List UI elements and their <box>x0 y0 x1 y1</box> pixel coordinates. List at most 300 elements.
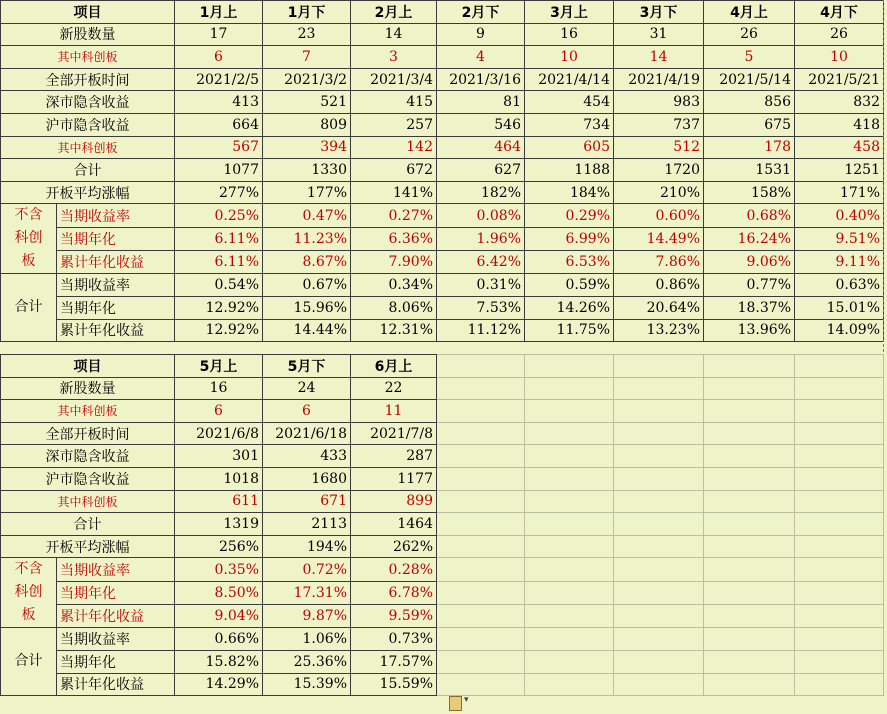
value-cell[interactable]: 10 <box>525 46 614 69</box>
value-cell[interactable]: 256% <box>175 535 263 558</box>
empty-cell[interactable] <box>795 422 884 445</box>
empty-cell[interactable] <box>437 513 525 536</box>
row-label[interactable]: 其中科创板 <box>1 400 175 423</box>
empty-cell[interactable] <box>704 377 795 400</box>
header-cell[interactable]: 4月下 <box>795 1 884 24</box>
row-label[interactable]: 累计年化收益 <box>57 251 175 274</box>
value-cell[interactable]: 7 <box>263 46 351 69</box>
value-cell[interactable]: 0.60% <box>614 204 704 227</box>
table-row <box>1 159 884 182</box>
empty-cell[interactable] <box>795 535 884 558</box>
table-row <box>1 628 884 651</box>
value-cell[interactable]: 433 <box>263 445 351 468</box>
empty-cell[interactable] <box>704 355 795 378</box>
table-row <box>1 46 884 69</box>
value-cell[interactable]: 178 <box>704 136 795 159</box>
empty-cell[interactable] <box>704 581 795 604</box>
empty-cell[interactable] <box>704 628 795 651</box>
empty-cell[interactable] <box>437 581 525 604</box>
table-row <box>1 445 884 468</box>
value-cell[interactable]: 13.23% <box>614 319 704 342</box>
value-cell[interactable]: 454 <box>525 91 614 114</box>
value-cell[interactable]: 0.63% <box>795 274 884 297</box>
empty-cell[interactable] <box>795 513 884 536</box>
empty-cell[interactable] <box>614 467 704 490</box>
table-row <box>1 467 884 490</box>
value-cell[interactable]: 1319 <box>175 513 263 536</box>
empty-cell[interactable] <box>525 558 614 581</box>
value-cell[interactable]: 2021/7/8 <box>351 422 437 445</box>
value-cell[interactable]: 6.42% <box>437 251 525 274</box>
value-cell[interactable]: 31 <box>614 23 704 46</box>
row-label[interactable]: 沪市隐含收益 <box>1 467 175 490</box>
row-label[interactable]: 合计 <box>1 513 175 536</box>
value-cell[interactable]: 7.90% <box>351 251 437 274</box>
empty-cell[interactable] <box>614 535 704 558</box>
value-cell[interactable]: 14 <box>614 46 704 69</box>
group-label-total[interactable]: 合计 <box>1 274 57 342</box>
row-label[interactable]: 累计年化收益 <box>57 319 175 342</box>
group-label-total[interactable]: 合计 <box>1 628 57 696</box>
value-cell[interactable]: 17.57% <box>351 650 437 673</box>
empty-cell[interactable] <box>525 605 614 628</box>
value-cell[interactable]: 3 <box>351 46 437 69</box>
value-cell[interactable]: 2021/5/21 <box>795 68 884 91</box>
empty-cell[interactable] <box>437 490 525 513</box>
value-cell[interactable]: 546 <box>437 113 525 136</box>
value-cell[interactable]: 14.49% <box>614 227 704 250</box>
value-cell[interactable]: 2021/2/5 <box>175 68 263 91</box>
value-cell[interactable]: 0.25% <box>175 204 263 227</box>
table-row <box>1 319 884 342</box>
value-cell[interactable]: 7.86% <box>614 251 704 274</box>
group-label-line: 不含 <box>14 561 43 578</box>
value-cell[interactable]: 9.06% <box>704 251 795 274</box>
value-cell[interactable]: 210% <box>614 181 704 204</box>
table-row <box>1 23 884 46</box>
value-cell[interactable]: 6.36% <box>351 227 437 250</box>
table-row <box>1 113 884 136</box>
value-cell[interactable]: 737 <box>614 113 704 136</box>
table-row <box>1 274 884 297</box>
value-cell[interactable]: 1720 <box>614 159 704 182</box>
header-cell[interactable]: 1月上 <box>175 1 263 24</box>
empty-cell[interactable] <box>704 558 795 581</box>
value-cell[interactable]: 182% <box>437 181 525 204</box>
empty-cell[interactable] <box>437 605 525 628</box>
header-cell[interactable]: 2月上 <box>351 1 437 24</box>
value-cell[interactable]: 23 <box>263 23 351 46</box>
row-label[interactable]: 全部开板时间 <box>1 422 175 445</box>
value-cell[interactable]: 1077 <box>175 159 263 182</box>
value-cell[interactable]: 394 <box>263 136 351 159</box>
empty-cell[interactable] <box>704 605 795 628</box>
value-cell[interactable]: 734 <box>525 113 614 136</box>
empty-cell[interactable] <box>614 650 704 673</box>
empty-cell[interactable] <box>437 558 525 581</box>
value-cell[interactable]: 1188 <box>525 159 614 182</box>
row-label[interactable]: 当期年化 <box>57 650 175 673</box>
value-cell[interactable]: 983 <box>614 91 704 114</box>
empty-cell[interactable] <box>614 605 704 628</box>
empty-cell[interactable] <box>437 400 525 423</box>
value-cell[interactable]: 1464 <box>351 513 437 536</box>
empty-cell[interactable] <box>525 467 614 490</box>
empty-cell[interactable] <box>614 673 704 696</box>
value-cell[interactable]: 413 <box>175 91 263 114</box>
empty-cell[interactable] <box>525 422 614 445</box>
header-cell[interactable]: 5月下 <box>263 355 351 378</box>
header-cell[interactable]: 项目 <box>1 1 175 24</box>
table-row <box>1 558 884 581</box>
value-cell[interactable]: 26 <box>704 23 795 46</box>
value-cell[interactable]: 6 <box>175 400 263 423</box>
value-cell[interactable]: 0.77% <box>704 274 795 297</box>
value-cell[interactable]: 8.50% <box>175 581 263 604</box>
empty-cell[interactable] <box>795 467 884 490</box>
empty-cell[interactable] <box>795 558 884 581</box>
value-cell[interactable]: 2113 <box>263 513 351 536</box>
value-cell[interactable]: 177% <box>263 181 351 204</box>
value-cell[interactable]: 899 <box>351 490 437 513</box>
header-cell[interactable]: 3月下 <box>614 1 704 24</box>
value-cell[interactable]: 171% <box>795 181 884 204</box>
value-cell[interactable]: 11.75% <box>525 319 614 342</box>
value-cell[interactable]: 0.68% <box>704 204 795 227</box>
empty-cell[interactable] <box>525 400 614 423</box>
value-cell[interactable]: 415 <box>351 91 437 114</box>
value-cell[interactable]: 26 <box>795 23 884 46</box>
value-cell[interactable]: 832 <box>795 91 884 114</box>
value-cell[interactable]: 14.44% <box>263 319 351 342</box>
empty-cell[interactable] <box>704 490 795 513</box>
value-cell[interactable]: 464 <box>437 136 525 159</box>
row-label[interactable]: 沪市隐含收益 <box>1 113 175 136</box>
value-cell[interactable]: 512 <box>614 136 704 159</box>
value-cell[interactable]: 18.37% <box>704 296 795 319</box>
empty-cell[interactable] <box>437 377 525 400</box>
row-label[interactable]: 累计年化收益 <box>57 605 175 628</box>
value-cell[interactable]: 158% <box>704 181 795 204</box>
header-cell[interactable]: 1月下 <box>263 1 351 24</box>
empty-cell[interactable] <box>614 445 704 468</box>
value-cell[interactable]: 6.78% <box>351 581 437 604</box>
value-cell[interactable]: 2021/3/2 <box>263 68 351 91</box>
empty-cell[interactable] <box>704 535 795 558</box>
value-cell[interactable]: 0.40% <box>795 204 884 227</box>
row-label[interactable]: 深市隐含收益 <box>1 91 175 114</box>
selection-border <box>883 0 884 352</box>
value-cell[interactable]: 1531 <box>704 159 795 182</box>
group-label-excluding-kcb[interactable] <box>1 558 57 628</box>
header-cell[interactable]: 5月上 <box>175 355 263 378</box>
empty-cell[interactable] <box>525 650 614 673</box>
empty-cell[interactable] <box>704 422 795 445</box>
empty-cell[interactable] <box>614 422 704 445</box>
row-label[interactable]: 合计 <box>1 159 175 182</box>
value-cell[interactable]: 12.31% <box>351 319 437 342</box>
value-cell[interactable]: 2021/6/18 <box>263 422 351 445</box>
empty-cell[interactable] <box>795 581 884 604</box>
value-cell[interactable]: 8.67% <box>263 251 351 274</box>
empty-cell[interactable] <box>525 513 614 536</box>
empty-cell[interactable] <box>704 400 795 423</box>
value-cell[interactable]: 301 <box>175 445 263 468</box>
empty-cell[interactable] <box>704 673 795 696</box>
empty-cell[interactable] <box>525 355 614 378</box>
value-cell[interactable]: 13.96% <box>704 319 795 342</box>
header-cell[interactable]: 项目 <box>1 355 175 378</box>
table-row <box>1 490 884 513</box>
value-cell[interactable]: 0.35% <box>175 558 263 581</box>
value-cell[interactable]: 627 <box>437 159 525 182</box>
value-cell[interactable]: 0.72% <box>263 558 351 581</box>
value-cell[interactable]: 14.29% <box>175 673 263 696</box>
value-cell[interactable]: 14 <box>351 23 437 46</box>
empty-cell[interactable] <box>437 355 525 378</box>
value-cell[interactable]: 0.08% <box>437 204 525 227</box>
value-cell[interactable]: 0.73% <box>351 628 437 651</box>
value-cell[interactable]: 0.86% <box>614 274 704 297</box>
row-label[interactable]: 当期收益率 <box>57 628 175 651</box>
empty-cell[interactable] <box>614 628 704 651</box>
empty-cell[interactable] <box>614 581 704 604</box>
value-cell[interactable]: 1.06% <box>263 628 351 651</box>
value-cell[interactable]: 6 <box>263 400 351 423</box>
value-cell[interactable]: 20.64% <box>614 296 704 319</box>
empty-cell[interactable] <box>525 628 614 651</box>
table-row <box>1 605 884 628</box>
dropdown-arrow-icon: ▾ <box>464 695 469 705</box>
value-cell[interactable]: 0.66% <box>175 628 263 651</box>
value-cell[interactable]: 9 <box>437 23 525 46</box>
value-cell[interactable]: 2021/4/14 <box>525 68 614 91</box>
value-cell[interactable]: 0.29% <box>525 204 614 227</box>
empty-cell[interactable] <box>704 513 795 536</box>
value-cell[interactable]: 15.39% <box>263 673 351 696</box>
header-cell[interactable]: 6月上 <box>351 355 437 378</box>
empty-cell[interactable] <box>525 490 614 513</box>
value-cell[interactable]: 0.47% <box>263 204 351 227</box>
value-cell[interactable]: 4 <box>437 46 525 69</box>
value-cell[interactable]: 1177 <box>351 467 437 490</box>
value-cell[interactable]: 2021/3/4 <box>351 68 437 91</box>
value-cell[interactable]: 671 <box>263 490 351 513</box>
value-cell[interactable]: 9.11% <box>795 251 884 274</box>
empty-cell[interactable] <box>795 673 884 696</box>
row-label[interactable]: 深市隐含收益 <box>1 445 175 468</box>
value-cell[interactable]: 9.87% <box>263 605 351 628</box>
value-cell[interactable]: 17 <box>175 23 263 46</box>
empty-cell[interactable] <box>795 377 884 400</box>
value-cell[interactable]: 6 <box>175 46 263 69</box>
value-cell[interactable]: 287 <box>351 445 437 468</box>
value-cell[interactable]: 2021/4/19 <box>614 68 704 91</box>
value-cell[interactable]: 12.92% <box>175 319 263 342</box>
value-cell[interactable]: 141% <box>351 181 437 204</box>
row-label[interactable]: 其中科创板 <box>1 136 175 159</box>
value-cell[interactable]: 10 <box>795 46 884 69</box>
value-cell[interactable]: 16 <box>175 377 263 400</box>
table-row <box>1 136 884 159</box>
value-cell[interactable]: 2021/5/14 <box>704 68 795 91</box>
row-label[interactable]: 新股数量 <box>1 377 175 400</box>
empty-cell[interactable] <box>437 535 525 558</box>
value-cell[interactable]: 0.54% <box>175 274 263 297</box>
row-label[interactable]: 当期收益率 <box>57 558 175 581</box>
empty-cell[interactable] <box>704 445 795 468</box>
value-cell[interactable]: 277% <box>175 181 263 204</box>
value-cell[interactable]: 0.27% <box>351 204 437 227</box>
empty-cell[interactable] <box>525 535 614 558</box>
empty-cell[interactable] <box>437 673 525 696</box>
empty-cell[interactable] <box>525 581 614 604</box>
empty-cell[interactable] <box>795 605 884 628</box>
value-cell[interactable]: 22 <box>351 377 437 400</box>
row-label[interactable]: 新股数量 <box>1 23 175 46</box>
value-cell[interactable]: 1018 <box>175 467 263 490</box>
value-cell[interactable]: 257 <box>351 113 437 136</box>
value-cell[interactable]: 0.67% <box>263 274 351 297</box>
value-cell[interactable]: 567 <box>175 136 263 159</box>
value-cell[interactable]: 9.04% <box>175 605 263 628</box>
value-cell[interactable]: 2021/6/8 <box>175 422 263 445</box>
row-label[interactable]: 当期年化 <box>57 296 175 319</box>
row-label[interactable]: 当期收益率 <box>57 274 175 297</box>
value-cell[interactable]: 11.12% <box>437 319 525 342</box>
header-cell[interactable]: 4月上 <box>704 1 795 24</box>
value-cell[interactable]: 15.01% <box>795 296 884 319</box>
value-cell[interactable]: 1.96% <box>437 227 525 250</box>
table-row <box>1 227 884 250</box>
empty-cell[interactable] <box>614 490 704 513</box>
value-cell[interactable]: 81 <box>437 91 525 114</box>
value-cell[interactable]: 664 <box>175 113 263 136</box>
value-cell[interactable]: 675 <box>704 113 795 136</box>
row-label[interactable]: 开板平均涨幅 <box>1 181 175 204</box>
table-row <box>1 296 884 319</box>
group-label-line: 板 <box>21 253 36 270</box>
empty-cell[interactable] <box>525 445 614 468</box>
value-cell[interactable]: 2021/3/16 <box>437 68 525 91</box>
value-cell[interactable]: 142 <box>351 136 437 159</box>
value-cell[interactable]: 6.53% <box>525 251 614 274</box>
value-cell[interactable]: 605 <box>525 136 614 159</box>
value-cell[interactable]: 6.11% <box>175 227 263 250</box>
value-cell[interactable]: 0.28% <box>351 558 437 581</box>
table-row <box>1 400 884 423</box>
row-label[interactable]: 累计年化收益 <box>57 673 175 696</box>
empty-cell[interactable] <box>795 490 884 513</box>
group-label-line: 科创 <box>14 584 43 601</box>
empty-cell[interactable] <box>614 400 704 423</box>
table-row <box>1 422 884 445</box>
table-row <box>1 355 884 378</box>
empty-cell[interactable] <box>795 628 884 651</box>
empty-cell[interactable] <box>437 650 525 673</box>
empty-cell[interactable] <box>614 558 704 581</box>
value-cell[interactable]: 14.09% <box>795 319 884 342</box>
value-cell[interactable]: 1330 <box>263 159 351 182</box>
value-cell[interactable]: 184% <box>525 181 614 204</box>
value-cell[interactable]: 0.59% <box>525 274 614 297</box>
value-cell[interactable]: 194% <box>263 535 351 558</box>
header-cell[interactable]: 2月下 <box>437 1 525 24</box>
row-label[interactable]: 当期年化 <box>57 581 175 604</box>
empty-cell[interactable] <box>525 377 614 400</box>
value-cell[interactable]: 24 <box>263 377 351 400</box>
row-label[interactable]: 当期年化 <box>57 227 175 250</box>
value-cell[interactable]: 418 <box>795 113 884 136</box>
value-cell[interactable]: 9.59% <box>351 605 437 628</box>
group-label-line: 板 <box>21 607 36 624</box>
value-cell[interactable]: 14.26% <box>525 296 614 319</box>
empty-cell[interactable] <box>614 513 704 536</box>
empty-cell[interactable] <box>437 422 525 445</box>
value-cell[interactable]: 11.23% <box>263 227 351 250</box>
empty-cell[interactable] <box>525 673 614 696</box>
value-cell[interactable]: 856 <box>704 91 795 114</box>
empty-cell[interactable] <box>437 628 525 651</box>
value-cell[interactable]: 16.24% <box>704 227 795 250</box>
empty-cell[interactable] <box>795 650 884 673</box>
value-cell[interactable]: 1251 <box>795 159 884 182</box>
value-cell[interactable]: 262% <box>351 535 437 558</box>
empty-cell[interactable] <box>795 445 884 468</box>
row-label[interactable]: 开板平均涨幅 <box>1 535 175 558</box>
value-cell[interactable]: 611 <box>175 490 263 513</box>
value-cell[interactable]: 0.34% <box>351 274 437 297</box>
value-cell[interactable]: 521 <box>263 91 351 114</box>
value-cell[interactable]: 12.92% <box>175 296 263 319</box>
group-label-excluding-kcb[interactable] <box>1 204 57 274</box>
header-cell[interactable]: 3月上 <box>525 1 614 24</box>
value-cell[interactable]: 15.59% <box>351 673 437 696</box>
value-cell[interactable]: 25.36% <box>263 650 351 673</box>
paste-options-button[interactable] <box>449 695 471 711</box>
value-cell[interactable]: 458 <box>795 136 884 159</box>
value-cell[interactable]: 11 <box>351 400 437 423</box>
row-label[interactable]: 当期收益率 <box>57 204 175 227</box>
empty-cell[interactable] <box>795 400 884 423</box>
row-label[interactable]: 其中科创板 <box>1 490 175 513</box>
empty-cell[interactable] <box>437 445 525 468</box>
value-cell[interactable]: 672 <box>351 159 437 182</box>
value-cell[interactable]: 5 <box>704 46 795 69</box>
empty-cell[interactable] <box>704 650 795 673</box>
empty-cell[interactable] <box>614 377 704 400</box>
row-label[interactable]: 其中科创板 <box>1 46 175 69</box>
table-row <box>1 377 884 400</box>
value-cell[interactable]: 1680 <box>263 467 351 490</box>
empty-cell[interactable] <box>437 467 525 490</box>
value-cell[interactable]: 6.11% <box>175 251 263 274</box>
value-cell[interactable]: 6.99% <box>525 227 614 250</box>
empty-cell[interactable] <box>704 467 795 490</box>
value-cell[interactable]: 17.31% <box>263 581 351 604</box>
value-cell[interactable]: 9.51% <box>795 227 884 250</box>
value-cell[interactable]: 16 <box>525 23 614 46</box>
value-cell[interactable]: 7.53% <box>437 296 525 319</box>
empty-cell[interactable] <box>614 355 704 378</box>
value-cell[interactable]: 0.31% <box>437 274 525 297</box>
empty-cell[interactable] <box>795 355 884 378</box>
value-cell[interactable]: 15.96% <box>263 296 351 319</box>
value-cell[interactable]: 809 <box>263 113 351 136</box>
value-cell[interactable]: 15.82% <box>175 650 263 673</box>
row-label[interactable]: 全部开板时间 <box>1 68 175 91</box>
value-cell[interactable]: 8.06% <box>351 296 437 319</box>
